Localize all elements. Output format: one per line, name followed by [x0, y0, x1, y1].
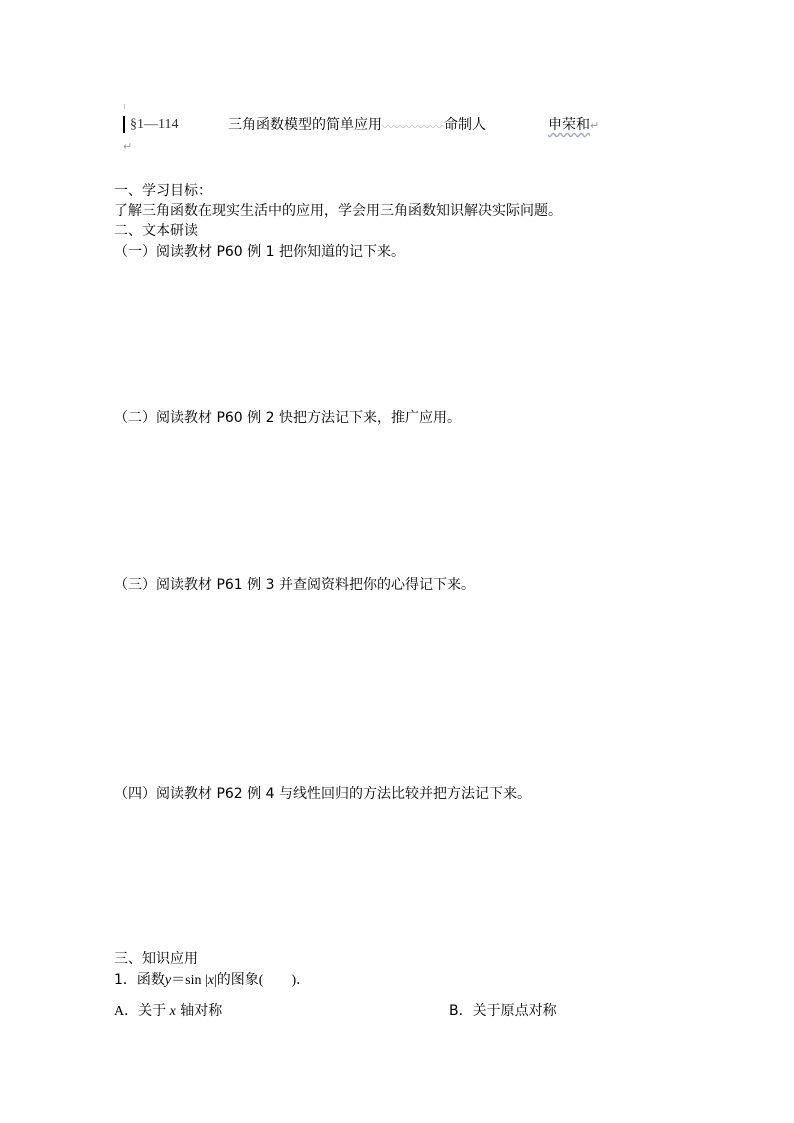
spellcheck-squiggle	[382, 125, 444, 131]
question-1-suffix: |的图象( )．	[214, 973, 311, 988]
apply-heading: 三、知识应用	[114, 951, 198, 967]
option-a	[114, 1002, 222, 1021]
author-block	[548, 116, 599, 135]
question-1-equation: ＝sin |	[171, 973, 208, 988]
study-item-2: （二）阅读教材 P60 例 2 快把方法记下来，推广应用。	[114, 410, 461, 426]
question-1-var-x: x	[207, 973, 214, 988]
page-title: 三角函数模型的简单应用	[228, 117, 382, 133]
option-a-suffix: 轴对称	[175, 1003, 223, 1019]
question-1-var-y: y	[164, 973, 172, 988]
author-name: 申荣和	[548, 117, 590, 133]
section-code: §1—114	[130, 117, 179, 132]
option-a-prefix: A．关于	[114, 1004, 170, 1019]
study-item-3: （三）阅读教材 P61 例 3 并查阅资料把你的心得记下来。	[114, 577, 475, 593]
question-1	[114, 971, 310, 990]
goals-text: 了解三角函数在现实生活中的应用，学会用三角函数知识解决实际问题。	[114, 203, 562, 219]
header-line	[228, 116, 486, 134]
goals-heading: 一、学习目标：	[114, 183, 212, 199]
question-1-prefix: 1．函数	[114, 972, 165, 988]
option-a-var-x: x	[169, 1004, 176, 1019]
paragraph-tick-mark	[124, 104, 125, 109]
study-heading: 二、文本研读	[114, 223, 198, 239]
paragraph-mark-icon: ↵	[590, 119, 600, 132]
empty-paragraph-mark-icon: ↵	[123, 140, 133, 153]
study-item-4: （四）阅读教材 P62 例 4 与线性回归的方法比较并把方法记下来。	[114, 786, 531, 802]
author-label: 命制人	[444, 117, 486, 133]
text-cursor	[123, 116, 125, 133]
option-b: B．关于原点对称	[449, 1003, 557, 1019]
study-item-1: （一）阅读教材 P60 例 1 把你知道的记下来。	[114, 244, 405, 260]
